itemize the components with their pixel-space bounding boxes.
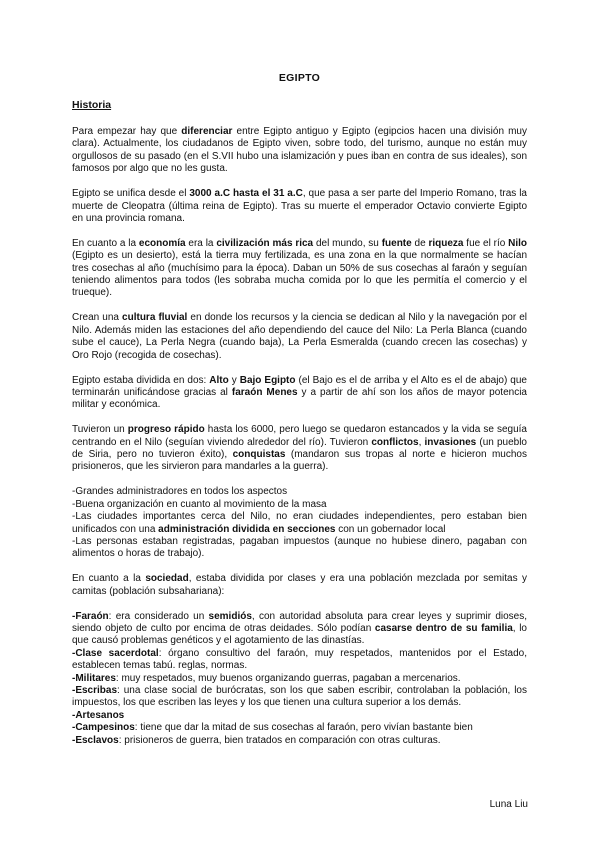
- paragraph-society: En cuanto a la sociedad, estaba dividida por clases y era una población mezclada por semitas y camitas (población subsahariana):: [72, 573, 527, 597]
- author-footer: Luna Liu: [489, 799, 528, 810]
- list-item: -Las ciudades importantes cerca del Nilo, no eran ciudades independientes, pero estaban bien unificados con una administración dividida en secciones con un gobernador local: [72, 511, 527, 535]
- list-item-esclavos: -Esclavos: prisioneros de guerra, bien tratados en comparación con otras culturas.: [72, 734, 441, 746]
- list-item-artesanos: -Artesanos: [72, 709, 125, 721]
- list-item-militares: -Militares: muy respetados, muy buenos organizando guerras, pagaban a mercenarios.: [72, 672, 461, 684]
- list-item: -Buena organización en cuanto al movimiento de la masa: [72, 498, 327, 510]
- list-item-escribas: -Escribas: una clase social de burócratas, son los que saben escribir, controlaban la población, los impuestos, los que escriben las leyes y los que tienen una cultura superior a los demás.: [72, 685, 527, 709]
- paragraph-intro: Para empezar hay que diferenciar entre Egipto antiguo y Egipto (egipcios hacen una división muy clara). Actualmente, los ciudadanos de Egipto viven, sobre todo, del turismo, aunque no están muy orgullosos de su pasado (en el S.VII hubo una islamización y pues iban en contra de sus ideales), son famosos por algo que no les gusta.: [72, 126, 527, 175]
- paragraph-economy: En cuanto a la economía era la civilización más rica del mundo, su fuente de riqueza fue el río Nilo (Egipto es un desierto), está la tierra muy fertilizada, es una zona en la que normalmente se hacían tres cosechas al año (muchísimo para la época). Daban un 50% de sus cosechas al faraón y seguían teniendo alimentos para todos (les sobraba mucha comida por lo que les permitía el comercio y el trueque).: [72, 237, 528, 299]
- list-item: -Las personas estaban registradas, pagaban impuestos (aunque no hubiese dinero, pagaban con alimentos o horas de trabajo).: [72, 535, 527, 560]
- paragraph-progress: Tuvieron un progreso rápido hasta los 6000, pero luego se quedaron estancados y la vida se seguía centrando en el Nilo (seguían viviendo alrededor del río). Tuvieron conflictos, invasiones (un pueblo de Siria, pero no tuvieron éxito), conquistas (mandaron sus tropas al norte e hicieron muchos prisioneros, que les sirvieron para mandarles a la guerra).: [72, 424, 527, 473]
- document-title: EGIPTO: [278, 72, 321, 84]
- list-item-campesinos: -Campesinos: tiene que dar la mitad de sus cosechas al faraón, pero vivían bastante bien: [72, 722, 473, 734]
- list-item-faraon: -Faraón: era considerado un semidiós, con autoridad absoluta para crear leyes y suprimir dioses, siendo objeto de culto por encima de otras deidades. Sólo podían casarse dentro de su familia, lo que causó problemas genéticos y el agotamiento de las dinastías.: [72, 610, 528, 647]
- paragraph-fluvial-culture: Crean una cultura fluvial en donde los recursos y la ciencia se dedican al Nilo y la navegación por el Nilo. Además miden las estaciones del año dependiendo del cauce del Nilo: La Perla Blanca (cuando sube el cauce), La Perla Negra (cuando baja), La Perla Esmeralda (cuando crecen las cosechas) y Oro Rojo (recogida de cosechas).: [72, 312, 527, 361]
- administration-list: [72, 486, 527, 560]
- section-heading-historia: Historia: [72, 99, 112, 111]
- list-item: -Grandes administradores en todos los aspectos: [72, 486, 288, 498]
- paragraph-division: Egipto estaba dividida en dos: Alto y Bajo Egipto (el Bajo es el de arriba y el Alto es el de abajo) que terminarán unificándose gracias al faraón Menes y a partir de ahí son los años de mayor potencia militar y económica.: [72, 374, 527, 411]
- social-classes-list: [72, 611, 527, 747]
- document-page: [72, 72, 527, 760]
- list-item-clase-sacerdotal: -Clase sacerdotal: órgano consultivo del faraón, muy respetados, mantenidos por el Estado, establecen temas tabú. reglas, normas.: [72, 647, 527, 672]
- paragraph-unification: Egipto se unifica desde el 3000 a.C hasta el 31 a.C, que pasa a ser parte del Imperio Romano, tras la muerte de Cleopatra (última reina de Egipto). Tras su muerte el emperador Octavio convierte Egipto en una provincia romana.: [72, 188, 527, 224]
